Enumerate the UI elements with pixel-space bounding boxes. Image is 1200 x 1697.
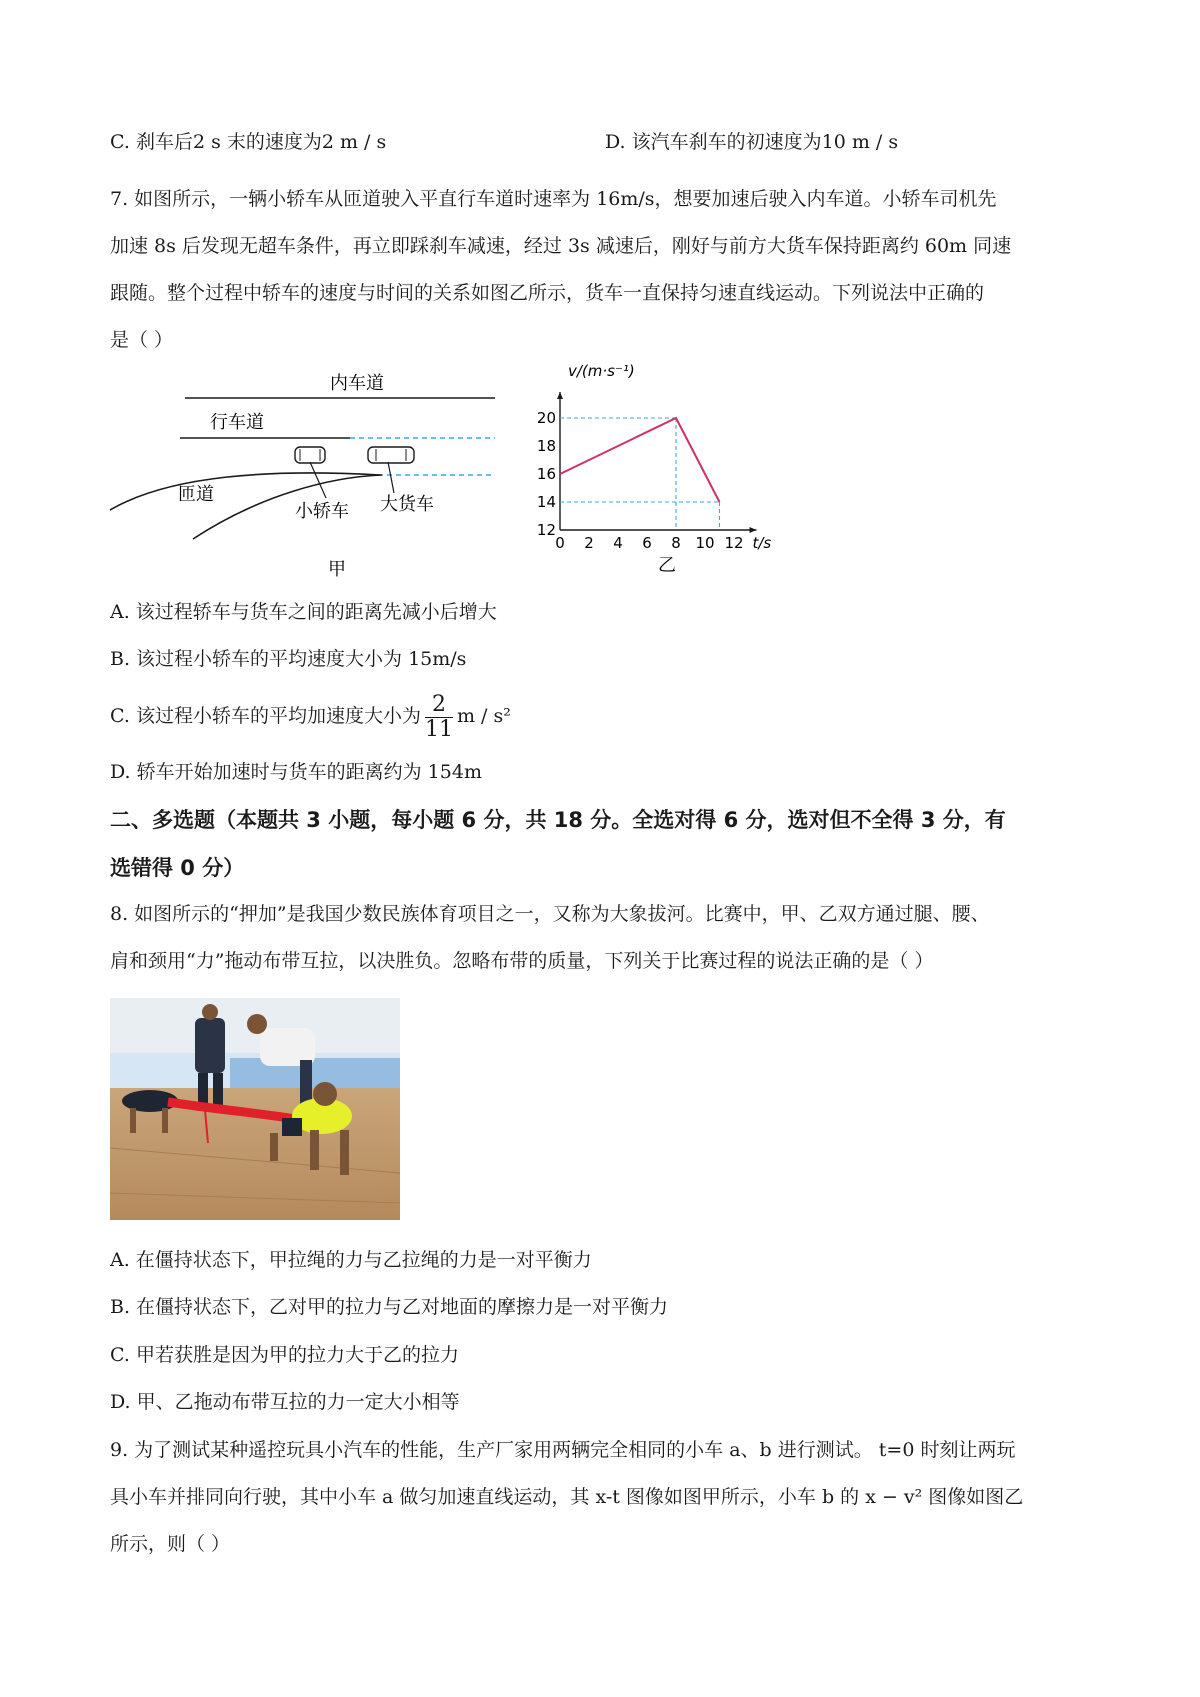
q7-option-c (110, 688, 511, 744)
ramp-label: 匝道 (178, 484, 214, 505)
x-tick-label: 2 (584, 534, 594, 552)
x-tick-label: 12 (724, 534, 744, 552)
y-axis-label: v/(m·s⁻¹) (568, 362, 635, 380)
q7-stem-line-4: 是（ ） (110, 329, 174, 351)
q7-option-d: D. 轿车开始加速时与货车的距离约为 154m (110, 761, 482, 783)
inner-lane-label: 内车道 (330, 373, 384, 394)
x-tick-label: 10 (695, 534, 715, 552)
fraction-numerator: 2 (425, 693, 453, 718)
road-diagram (100, 365, 500, 585)
y-axis-arrow (557, 392, 563, 399)
y-tick-label: 12 (536, 521, 556, 539)
photo-illustration (110, 998, 400, 1220)
lane-label: 行车道 (210, 412, 264, 433)
q6-option-c: C. 刹车后2 s 末的速度为2 m / s (110, 131, 387, 153)
x-tick-label: 4 (613, 534, 623, 552)
y-tick-label: 16 (536, 465, 556, 483)
x-tick-label: 0 (555, 534, 565, 552)
q9-stem-line-3: 所示，则（ ） (110, 1533, 231, 1555)
figure-a-caption: 甲 (328, 559, 346, 580)
q8-option-c: C. 甲若获胜是因为甲的拉力大于乙的拉力 (110, 1344, 459, 1366)
ramp-edge-curve (193, 475, 382, 539)
q7-option-c-unit: m / s² (456, 705, 511, 727)
q8-option-d: D. 甲、乙拖动布带互拉的力一定大小相等 (110, 1391, 460, 1413)
fraction-denominator: 11 (424, 716, 453, 742)
q8-option-b: B. 在僵持状态下，乙对甲的拉力与乙对地面的摩擦力是一对平衡力 (110, 1296, 669, 1318)
y-tick-label: 20 (536, 409, 556, 427)
q9-stem-line-1: 9. 为了测试某种遥控玩具小汽车的性能，生产厂家用两辆完全相同的小车 a、b 进行测试。 t=0 时刻让两玩 (110, 1439, 1016, 1461)
vt-chart (536, 360, 820, 585)
figure-b-caption: 乙 (658, 555, 676, 576)
y-tick-label: 18 (536, 437, 556, 455)
q7-stem-line-3: 跟随。整个过程中轿车的速度与时间的关系如图乙所示，货车一直保持匀速直线运动。下列说法中正确的 (110, 282, 985, 304)
q6-option-d: D. 该汽车刹车的初速度为10 m / s (605, 131, 899, 153)
truck-shape (368, 447, 414, 463)
q7-option-a: A. 该过程轿车与货车之间的距离先减小后增大 (110, 601, 497, 623)
q7-stem-line-1: 7. 如图所示，一辆小轿车从匝道驶入平直行车道时速率为 16m/s，想要加速后驶入内车道。小轿车司机先 (110, 188, 997, 210)
car-pointer (310, 462, 326, 498)
car-label: 小轿车 (295, 501, 349, 522)
x-tick-label: 6 (642, 534, 652, 552)
section-2-heading-line-2: 选错得 0 分） (110, 856, 245, 880)
section-2-heading-line-1: 二、多选题（本题共 3 小题，每小题 6 分，共 18 分。全选对得 6 分，选对但不全得 3 分，有 (110, 808, 1006, 832)
q8-option-a: A. 在僵持状态下，甲拉绳的力与乙拉绳的力是一对平衡力 (110, 1249, 592, 1271)
q7-option-c-text: C. 该过程小轿车的平均加速度大小为 (110, 705, 421, 727)
x-axis-label: t/s (752, 534, 772, 552)
truck-label: 大货车 (380, 494, 434, 515)
x-axis-arrow (750, 527, 757, 533)
q8-stem-line-1: 8. 如图所示的“押加”是我国少数民族体育项目之一，又称为大象拔河。比赛中，甲、乙双方通过腿、腰、 (110, 903, 990, 925)
q9-stem-line-2: 具小车并排同向行驶，其中小车 a 做匀加速直线运动，其 x-t 图像如图甲所示，小车 b 的 x − v² 图像如图乙 (110, 1486, 1024, 1508)
fraction (425, 693, 453, 742)
y-tick-label: 14 (536, 493, 556, 511)
q8-stem-line-2: 肩和颈用“力”拖动布带互拉，以决胜负。忽略布带的质量，下列关于比赛过程的说法正确的是（ ） (110, 950, 934, 972)
velocity-line (560, 418, 720, 502)
q7-option-b: B. 该过程小轿车的平均速度大小为 15m/s (110, 648, 467, 670)
car-shape (295, 447, 325, 463)
x-tick-label: 8 (671, 534, 681, 552)
truck-pointer (388, 462, 394, 493)
tug-of-war-photo (110, 998, 400, 1220)
q7-stem-line-2: 加速 8s 后发现无超车条件，再立即踩刹车减速，经过 3s 减速后，刚好与前方大货车保持距离约 60m 同速 (110, 235, 1012, 257)
